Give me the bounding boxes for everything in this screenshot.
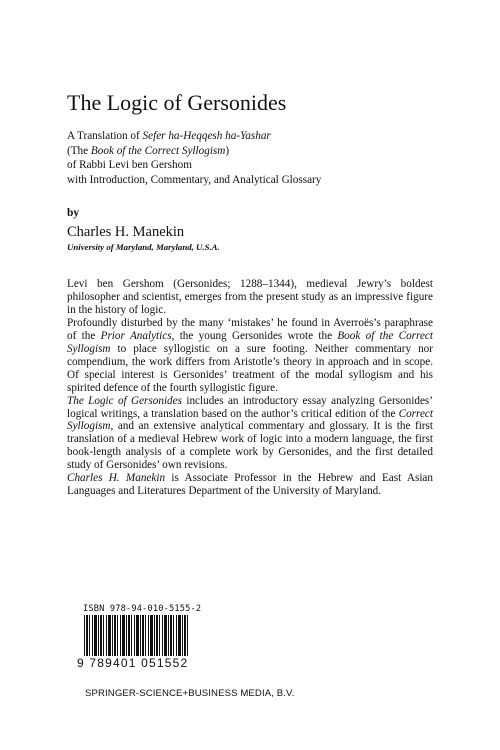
blurb-paragraph-4: Charles H. Manekin is Associate Professor in the Hebrew and East Asian Languages and Literatures Department of the University of Maryland. <box>67 472 433 498</box>
back-cover-blurb <box>67 278 433 498</box>
barcode-digits: 9 789401 051552 <box>77 656 189 670</box>
publisher-name: SPRINGER-SCIENCE+BUSINESS MEDIA, B.V. <box>85 688 295 699</box>
subtitle-block <box>67 129 467 188</box>
isbn-label: ISBN 978-94-010-5155-2 <box>83 604 202 614</box>
by-label: by <box>67 207 80 219</box>
blurb-paragraph-2: Profoundly disturbed by the many ‘mistakes’ he found in Averroës’s paraphrase of the Prior Analytics, the young Gersonides wrote the Book of the Correct Syllogism to place syllogistic on a sure footing. Neither commentary nor compendium, the work differs from Aristotle’s theory in approach and in scope. Of special interest is Gersonides’ treatment of the modal syllogism and his spirited defence of the fourth syllogistic figure. <box>67 316 434 394</box>
blurb-paragraph-1: Levi ben Gershom (Gersonides; 1288–1344), medieval Jewry’s boldest philosopher and scientist, emerges from the present study as an impressive figure in the history of logic. <box>67 278 433 316</box>
subtitle-line-3: of Rabbi Levi ben Gershom <box>67 159 192 172</box>
author-affiliation: University of Maryland, Maryland, U.S.A. <box>67 242 220 252</box>
book-title: The Logic of Gersonides <box>67 90 287 115</box>
subtitle-line-2: (The Book of the Correct Syllogism) <box>67 144 230 157</box>
subtitle-line-1: A Translation of Sefer ha-Heqqesh ha-Yashar <box>67 130 271 142</box>
subtitle-line-4: with Introduction, Commentary, and Analytical Glossary <box>67 174 322 187</box>
blurb-paragraph-3: The Logic of Gersonides includes an introductory essay analyzing Gersonides’ logical writings, a translation based on the author’s critical edition of the Correct Syllogism, and an extensive analytical commentary and glossary. It is the first translation of a medieval Hebrew work of logic into a modern language, the first book-length analysis of a complete work by Gersonides, and the first detailed study of Gersonides’ own revisions. <box>67 394 433 472</box>
author-name: Charles H. Manekin <box>67 224 185 240</box>
